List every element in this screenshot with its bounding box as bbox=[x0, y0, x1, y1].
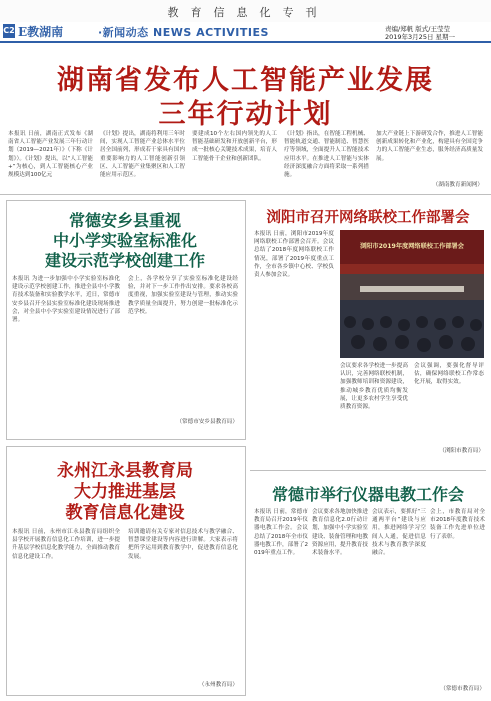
liuyang-col2: 会议要求各学校进一步提高认识，完善网络联校机制，加强教师培训和资源建设，推动城乡教育优质均衡发展，让更多农村学生享受优质教育资源。 bbox=[340, 363, 408, 411]
yongzhou-title-line2: 大力推进基层 bbox=[74, 482, 176, 502]
changde-ed-col3: 会议表示，要抓好“三通两平台”建设与应用，推进网络学习空间人人通，促进信息技术与教育教学深度融合。 bbox=[372, 509, 426, 557]
divider bbox=[0, 194, 491, 195]
main-headline-line1: 湖南省发布人工智能产业发展 bbox=[57, 65, 434, 96]
changde-lab-title-line3: 建设示范学校创建工作 bbox=[44, 251, 205, 270]
main-article-col4: 《计划》指出，在智能工程机械、智能轨道交通、智能制造、智慧医疗等领域，全面提升人工智能技术应用水平。在推进人工智能与实体经济深度融合方面将采取一系列措施。 bbox=[284, 131, 369, 179]
supplement-title: 教育信息化专刊 bbox=[167, 6, 329, 19]
main-article-col5: 加大产业链上下游研发合作，推进人工智能创新成果转化和产业化，构建具有全国竞争力的人工智能产业生态，服务经济高质量发展。 bbox=[376, 131, 483, 162]
yongzhou-col2: 培训邀请有关专家对信息技术与教学融合、智慧课堂建设等内容进行讲解。大家表示将把所学运用到教育教学中，促进教育信息化发展。 bbox=[128, 529, 238, 560]
page-number: C2 bbox=[3, 24, 15, 38]
main-headline-line2: 三年行动计划 bbox=[158, 99, 333, 130]
changde-ed-col1: 本报讯 日前，常德市教育局召开2019年仪器电教工作会。会议总结了2018年全市仪器电教工作，部署了2019年重点工作。 bbox=[254, 509, 308, 557]
changde-lab-col1: 本报讯 为进一步加强中小学实验室标准化建设示范学校创建工作，推进全县中小学教育技术装备和实验教学水平，近日，常德市安乡县召开全县实验室标准化建设现场推进会，对全县中小学实验室建设情况进行了部署。 bbox=[12, 276, 120, 324]
changde-lab-col2: 会上，各学校分享了实验室标准化建设经验，并对下一步工作作出安排。要求各校高度重视，加强实验室建设与管理，推动实验教学质量全面提升，努力创建一批标准化示范学校。 bbox=[128, 276, 238, 315]
changde-lab-credit: （常德市安乡县教育局） bbox=[176, 419, 238, 425]
yongzhou-title-line1: 永州江永县教育局 bbox=[57, 461, 193, 481]
divider-right bbox=[250, 470, 486, 471]
changde-ed-col2: 会议要求各地加快推进教育信息化2.0行动计划，加强中小学实验室建设、装备管理和电教资源应用，提升教育技术装备水平。 bbox=[312, 509, 368, 557]
date-line: 2019年3月25日 星期一 bbox=[385, 33, 456, 41]
changde-ed-col4: 会上，市教育局对全市2018年度教育技术装备工作先进单位进行了表彰。 bbox=[430, 509, 485, 540]
liuyang-col1: 本报讯 日前，浏阳市2019年度网络联校工作部署会召开。会议总结了2018年度网络联校工作情况，部署了2019年度重点工作，全市各乡镇中心校、学校负责人参加会议。 bbox=[254, 231, 334, 279]
changde-lab-title-line1: 常德安乡县重视 bbox=[68, 211, 181, 230]
main-article-col2: 《计划》提出，湖南将利用三年时间，实现人工智能产业总体水平位居全国前列，形成若干家具有国内重要影响力的人工智能创新引领区、人工智能产业集聚区和人工智能应用示范区。 bbox=[100, 131, 185, 179]
liuyang-title: 浏阳市召开网络联校工作部署会 bbox=[266, 210, 470, 226]
yongzhou-credit: （永州教育局） bbox=[198, 682, 238, 688]
changde-ed-credit: （常德市教育局） bbox=[440, 686, 485, 692]
liuyang-photo bbox=[340, 230, 484, 358]
editors-line: 责编/郑帆 版式/王莹莹 bbox=[385, 25, 450, 33]
changde-ed-title: 常德市举行仪器电教工作会 bbox=[271, 485, 464, 504]
main-article-credit: （湖南教育新闻网） bbox=[432, 182, 483, 188]
section-subtitle: ·新闻动态 NEWS ACTIVITIES bbox=[98, 26, 269, 39]
yongzhou-col1: 本报讯 日前，永州市江永县教育局组织全县学校开展教育信息化工作培训，进一步提升基层学校信息化教学能力，全面推动教育信息化建设工作。 bbox=[12, 529, 120, 560]
section-name: E教湖南 bbox=[18, 25, 64, 39]
liuyang-credit: （浏阳市教育局） bbox=[439, 448, 484, 454]
liuyang-col3: 会议强调，要强化督导评估，确保网络联校工作常态化开展，取得实效。 bbox=[414, 363, 484, 386]
photo-banner-text: 浏阳市2019年度网络联校工作部署会 bbox=[360, 243, 464, 250]
yongzhou-title-line3: 教育信息化建设 bbox=[65, 503, 185, 523]
header-rule bbox=[0, 41, 491, 43]
main-article-col3: 要建成10个左右国内领先的人工智能基础研发和开放创新平台，形成一批核心关键技术成果，培育人工智能骨干企业和创新团队。 bbox=[192, 131, 277, 162]
changde-lab-title-line2: 中小学实验室标准化 bbox=[52, 231, 197, 250]
main-article-col1: 本报讯 日前，湖南正式发布《湖南省人工智能产业发展三年行动计划（2019—2021年）》（下称《计划》）。《计划》提出，以“人工智能+”为核心，到人工智能核心产业规模达到100亿元 bbox=[8, 131, 93, 179]
